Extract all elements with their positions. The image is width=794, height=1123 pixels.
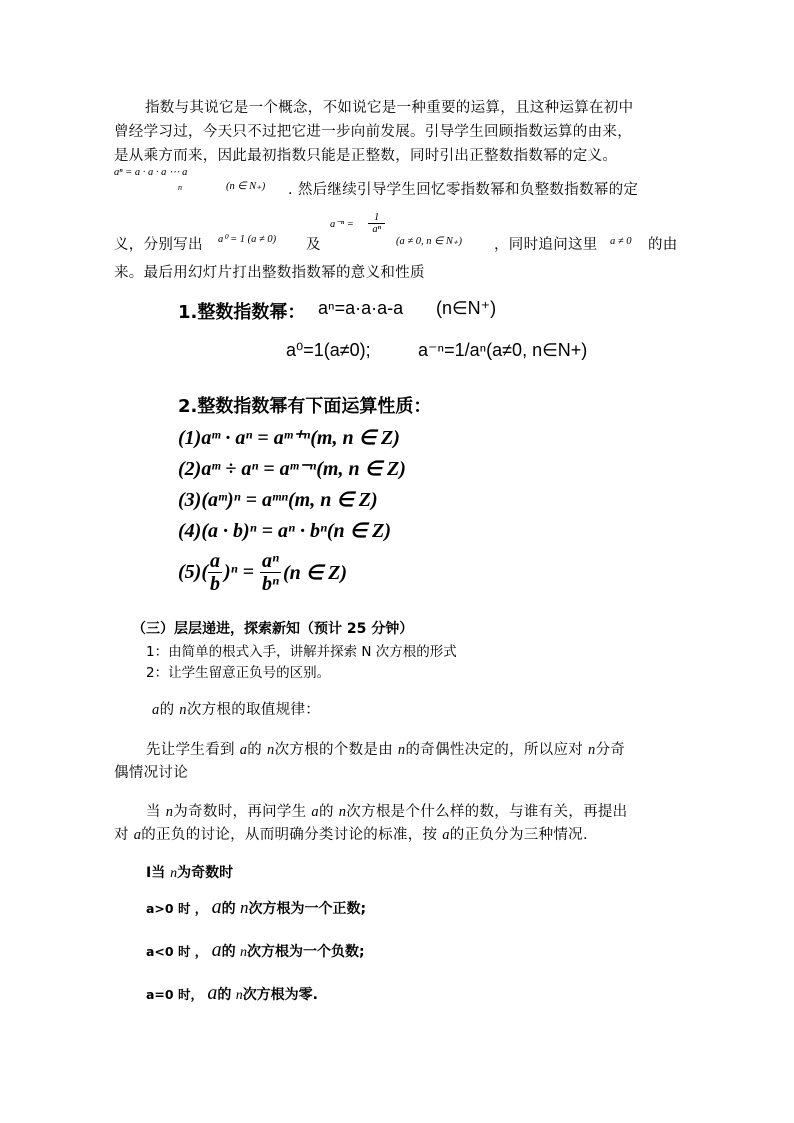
p1-text-e: 分奇 [595, 742, 626, 758]
case-1 [146, 896, 366, 919]
intro-line-4: . 然后继续引导学生回忆零指数幂和负整数指数幂的定 [288, 182, 639, 198]
case-2-condition: a<0 时 ， [146, 944, 208, 959]
rule-line [152, 698, 320, 719]
slide1-negative-exponent: a⁻ⁿ=1/aⁿ(a≠0, n∈N+) [418, 340, 588, 360]
p1-text-b: 的 [247, 742, 263, 758]
case-3-var-n: n [235, 988, 243, 1003]
p1-var-n2: n [397, 742, 406, 758]
intro-line-5-a: 义，分别写出 [114, 237, 203, 253]
case-3-de: 的 [217, 987, 232, 1003]
paragraph-1-line-2: 偶情况讨论 [114, 765, 188, 781]
rule-var-a: a [152, 702, 160, 718]
p2-line2-text-b: 的正负的讨论，从而明确分类讨论的标准，按 [141, 827, 438, 843]
property-1: (1)aᵐ · aⁿ = aᵐ⁺ⁿ(m, n ∈ Z) [178, 427, 400, 449]
intro-line-5-b: ，同时追问这里 [494, 237, 598, 253]
property-5-fraction-1 [208, 550, 222, 595]
paragraph-2-line-2 [114, 823, 588, 844]
intro-line-3: 是从乘方而来，因此最初指数只能是正整数，同时引出正整数指数幂的定义。 [114, 148, 618, 164]
intro-line-5-c: 的由 [648, 237, 678, 253]
rule-de: 的 [159, 702, 175, 718]
intro-line-2: 曾经学习过，今天只不过把它进一步向前发展。引导学生回顾指数运算的由来， [114, 124, 632, 140]
definition-condition: (n ∈ N₊) [226, 181, 266, 192]
definition-brace-label: n [178, 183, 182, 192]
case-3 [146, 982, 318, 1005]
case-1-var-a: a [211, 896, 222, 918]
case-2-tail: 次方根为一个负数; [247, 944, 365, 960]
slide1-zero-exponent: a⁰=1(a≠0); [286, 340, 371, 360]
p1-var-n3: n [588, 742, 596, 758]
definition-formula: aⁿ = a · a · a ⋯ a [114, 167, 188, 178]
negative-exponent-numerator: 1 [368, 212, 385, 224]
section3-heading: （三）层层递进，探索新知（预计 25 分钟） [132, 621, 414, 637]
case-1-de: 的 [221, 901, 236, 917]
p2-text-b: 为奇数时，再问学生 [173, 804, 307, 820]
case-3-tail: 次方根为零. [242, 987, 319, 1003]
case-heading [146, 862, 233, 882]
property-5 [178, 550, 347, 595]
p2-var-n2: n [338, 804, 347, 820]
rule-var-n: n [179, 702, 187, 718]
negative-exponent-denominator: aⁿ [372, 224, 381, 235]
intro-line-1: 指数与其说它是一个概念，不如说它是一种重要的运算，且这种运算在初中 [145, 100, 634, 116]
property-5-fraction-2-denominator: bⁿ [262, 573, 279, 595]
case-2-de: 的 [221, 944, 236, 960]
p2-line2-var-a2: a [442, 827, 450, 843]
case-1-var-n: n [240, 898, 249, 917]
property-5-fraction-2 [260, 550, 281, 595]
slide1-definition: aⁿ=a·a·a-a [318, 298, 404, 318]
p1-var-a: a [239, 742, 248, 758]
negative-exponent-lhs: a⁻ⁿ = [330, 219, 354, 230]
case-3-condition: a=0 时， [146, 987, 203, 1002]
property-3: (3)(aᵐ)ⁿ = aᵐⁿ(m, n ∈ Z) [178, 489, 378, 511]
p2-text-a: 当 [146, 804, 161, 820]
p2-line2-text-c: 的正负分为三种情况. [449, 827, 588, 843]
case-1-condition: a>0 时 ， [146, 901, 208, 916]
property-5-fraction-1-numerator: a [209, 550, 220, 572]
rule-tail: 次方根的取值规律： [186, 702, 321, 718]
slide2-title: 2.整数指数幂有下面运算性质： [178, 396, 432, 417]
intro-line-5-and: 及 [306, 237, 321, 253]
property-5-fraction-2-numerator: aⁿ [262, 550, 279, 572]
p1-text-a: 先让学生看到 [146, 742, 235, 758]
paragraph-2-line-1 [146, 800, 627, 821]
case-heading-var-n: n [170, 866, 178, 881]
case-3-var-a: a [207, 982, 218, 1004]
p2-line2-var-a: a [133, 827, 142, 843]
zero-exponent-formula: a⁰ = 1 (a ≠ 0) [218, 234, 277, 245]
negative-exponent-fraction [368, 212, 385, 235]
p1-var-n: n [267, 742, 275, 758]
p2-line2-text-a: 对 [114, 827, 129, 843]
slide1-title: 1.整数指数幂： [178, 302, 306, 323]
p2-var-n: n [165, 804, 174, 820]
property-2: (2)aᵐ ÷ aⁿ = aᵐ⁻ⁿ(m, n ∈ Z) [178, 458, 406, 480]
p2-text-c: 的 [318, 804, 334, 820]
property-5-fraction-1-denominator: b [209, 573, 220, 595]
p2-var-a: a [311, 804, 319, 820]
section3-item-2: 2：让学生留意正负号的区别。 [146, 665, 331, 681]
p2-text-d: 次方根是个什么样的数，与谁有关，再提出 [346, 804, 628, 820]
a-not-zero: a ≠ 0 [610, 236, 632, 247]
property-5-middle: )ⁿ = [223, 561, 254, 583]
case-heading-tail: 为奇数时 [177, 865, 234, 881]
property-5-suffix: (n ∈ Z) [282, 562, 348, 584]
negative-exponent-condition: (a ≠ 0, n ∈ N₊) [396, 236, 462, 247]
property-4: (4)(a · b)ⁿ = aⁿ · bⁿ(n ∈ Z) [178, 520, 391, 542]
p1-text-d: 的奇偶性决定的，所以应对 [405, 742, 584, 758]
case-2-var-n: n [240, 945, 248, 960]
intro-line-6: 来。最后用幻灯片打出整数指数幂的意义和性质 [114, 265, 425, 281]
p1-text-c: 次方根的个数是由 [274, 742, 393, 758]
case-heading-roman: Ⅰ当 [146, 865, 166, 881]
case-1-tail: 次方根为一个正数; [248, 901, 367, 917]
property-5-prefix: (5)( [178, 561, 208, 583]
slide1-definition-condition: (n∈N⁺) [436, 298, 497, 318]
section3-item-1: 1：由简单的根式入手，讲解并探索 N 次方根的形式 [146, 644, 457, 660]
case-2-var-a: a [211, 939, 222, 961]
paragraph-1-line-1 [146, 738, 625, 759]
case-2 [146, 939, 365, 962]
